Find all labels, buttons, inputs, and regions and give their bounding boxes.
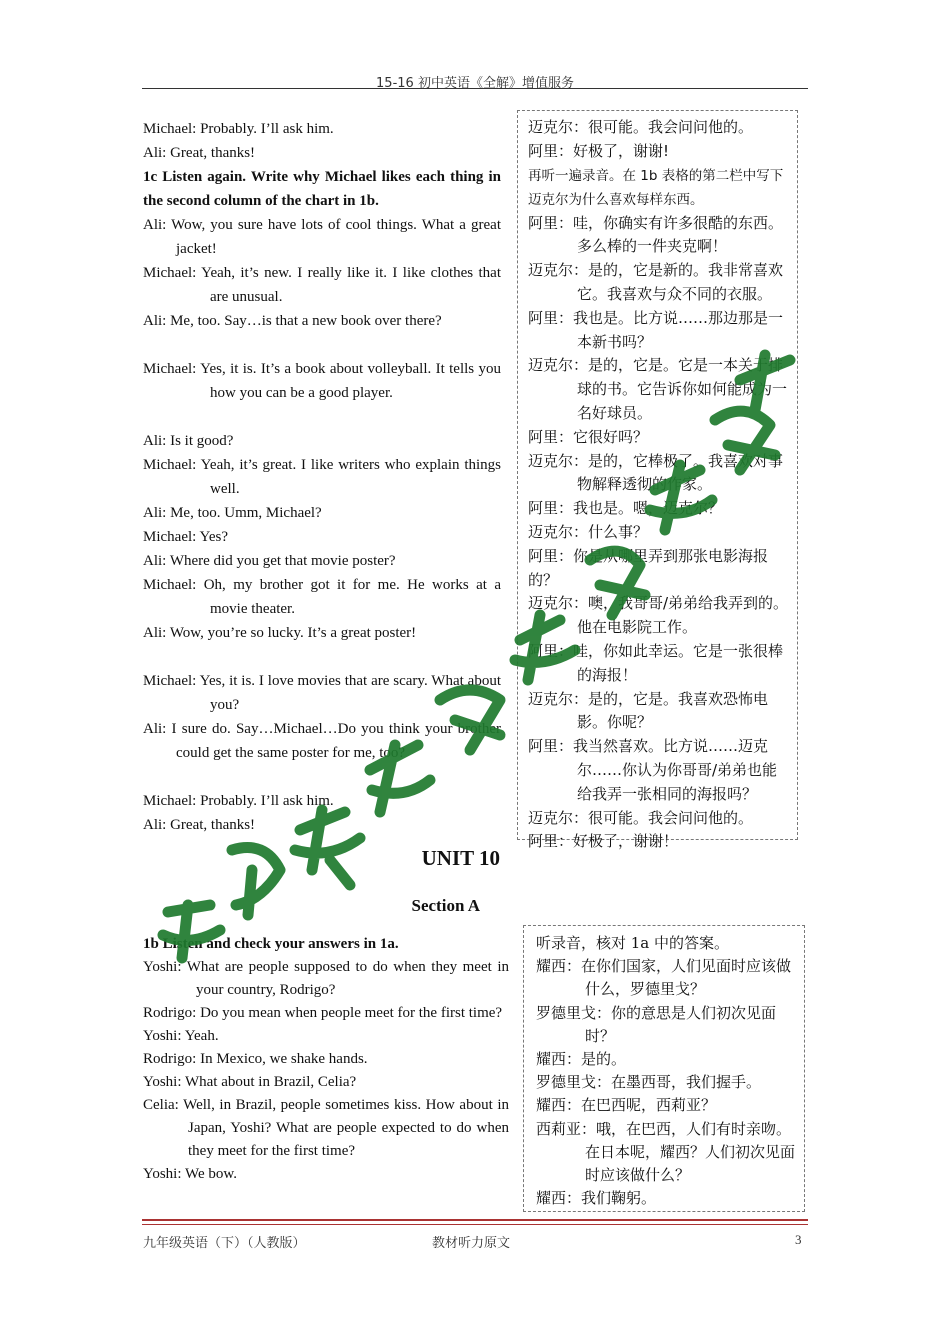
- cn-line: 迈克尔：是的，它是新的。我非常喜欢它。我喜欢与众不同的衣服。: [528, 261, 784, 303]
- cn-instruction: 再听一遍录音。在 1b 表格的第二栏中写下迈克尔为什么喜欢每样东西。: [528, 167, 784, 208]
- en-line: Ali: Me, too. Say…is that a new book over there?: [143, 313, 442, 329]
- page-header: 15-16 初中英语《全解》增值服务: [376, 76, 574, 91]
- en-line: Michael: Yes, it is. It’s a book about volleyball. It tells you how you can be a good player.: [143, 361, 501, 401]
- en-line: Michael: Yes?: [143, 529, 228, 545]
- cn-line: 耀西：是的。: [536, 1050, 627, 1069]
- en-line: Rodrigo: In Mexico, we shake hands.: [143, 1051, 368, 1067]
- en-line: Rodrigo: Do you mean when people meet for the first time?: [143, 1005, 503, 1021]
- en-line: Michael: Probably. I’ll ask him.: [143, 121, 334, 137]
- footer-center: 教材听力原文: [432, 1236, 511, 1251]
- cn-line: 迈克尔：是的，它是。我喜欢恐怖电影。你呢？: [528, 689, 769, 732]
- cn-line: 阿里：哇，你确实有许多很酷的东西。多么棒的一件夹克啊！: [528, 213, 784, 256]
- en-instruction: 1c Listen again. Write why Michael likes each thing in the second column of the chart in 1b.: [143, 169, 501, 209]
- bottom-chinese-box: [523, 925, 805, 1212]
- cn-instruction: 听录音，核对 1a 中的答案。: [536, 934, 730, 952]
- cn-line: 阿里：哇，你如此幸运。它是一张很棒的海报！: [528, 641, 784, 684]
- top-english-column: [143, 117, 501, 837]
- unit-title: UNIT 10: [421, 846, 500, 870]
- footer-rule: [142, 1219, 808, 1221]
- en-line: Michael: Yeah, it’s new. I really like it. I like clothes that are unusual.: [143, 265, 501, 305]
- cn-line: 迈克尔：很可能。我会问问他的。: [528, 808, 754, 827]
- en-line: Michael: Oh, my brother got it for me. He works at a movie theater.: [143, 577, 501, 617]
- cn-line: 阿里：好极了，谢谢!: [528, 141, 670, 160]
- cn-line: 耀西：我们鞠躬。: [536, 1189, 657, 1208]
- en-instruction: 1b Listen and check your answers in 1a.: [143, 936, 399, 952]
- cn-line: 迈克尔：是的，它是。它是一本关于排球的书。它告诉你如何能成为一名好球员。: [528, 356, 788, 422]
- en-line: Ali: Wow, you sure have lots of cool things. What a great jacket!: [143, 217, 501, 257]
- en-line: Michael: Probably. I’ll ask him.: [143, 793, 334, 809]
- en-line: Ali: I sure do. Say…Michael…Do you think your brother could get the same poster for me, too?: [143, 721, 501, 761]
- cn-line: 迈克尔：什么事？: [528, 522, 649, 541]
- cn-line: 迈克尔：是的，它棒极了。我喜欢对事物解释透彻的作家。: [528, 451, 784, 494]
- cn-line: 阿里：我也是。嗯，迈克尔？: [528, 499, 724, 518]
- cn-line: 阿里：好极了，谢谢！: [528, 832, 679, 851]
- en-line: Yoshi: What about in Brazil, Celia?: [143, 1074, 357, 1090]
- top-chinese-box: [517, 110, 798, 851]
- en-line: Ali: Great, thanks!: [143, 145, 256, 161]
- cn-line: 阿里：它很好吗？: [528, 427, 649, 446]
- en-line: Yoshi: What are people supposed to do when they meet in your country, Rodrigo?: [143, 959, 509, 998]
- footer-left: 九年级英语（下）（人教版）: [143, 1236, 306, 1251]
- cn-line: 迈克尔：很可能。我会问问他的。: [528, 118, 754, 136]
- en-line: Celia: Well, in Brazil, people sometimes kiss. How about in Japan, Yoshi? What are people expected to do when they meet for the first time?: [143, 1097, 509, 1159]
- en-line: Ali: Me, too. Umm, Michael?: [143, 505, 322, 521]
- en-line: Yoshi: Yeah.: [143, 1028, 219, 1044]
- section-title: Section A: [411, 896, 480, 915]
- bottom-english-column: [143, 933, 509, 1186]
- en-line: Ali: Is it good?: [143, 433, 234, 449]
- cn-line: 阿里：你是从哪里弄到那张电影海报的？: [528, 546, 769, 589]
- cn-line: 罗德里戈：在墨西哥，我们握手。: [536, 1073, 762, 1092]
- cn-line: 阿里：我也是。比方说……那边那是一本新书吗？: [528, 308, 784, 351]
- page-number: 3: [795, 1232, 802, 1247]
- en-line: Michael: Yeah, it’s great. I like writers who explain things well.: [143, 457, 501, 497]
- cn-line: 耀西：在巴西呢，西莉亚？: [536, 1096, 717, 1115]
- en-line: Ali: Where did you get that movie poster?: [143, 553, 396, 569]
- en-line: Ali: Great, thanks!: [143, 817, 256, 833]
- cn-line: 迈克尔：噢，我哥哥/弟弟给我弄到的。他在电影院工作。: [528, 594, 789, 637]
- footer-rule-thin: [142, 1224, 808, 1225]
- en-line: Ali: Wow, you’re so lucky. It’s a great poster!: [143, 625, 417, 641]
- header-rule: [142, 88, 808, 89]
- cn-line: 耀西：在你们国家，人们见面时应该做什么，罗德里戈？: [536, 957, 792, 999]
- cn-line: 西莉亚：哦，在巴西，人们有时亲吻。在日本呢，耀西？人们初次见面时应该做什么？: [536, 1119, 796, 1185]
- en-line: Yoshi: We bow.: [143, 1166, 237, 1182]
- en-line: Michael: Yes, it is. I love movies that are scary. What about you?: [143, 673, 501, 713]
- cn-line: 罗德里戈：你的意思是人们初次见面时？: [536, 1003, 777, 1045]
- cn-line: 阿里：我当然喜欢。比方说……迈克尔……你认为你哥哥/弟弟也能给我弄一张相同的海报吗？: [528, 737, 778, 803]
